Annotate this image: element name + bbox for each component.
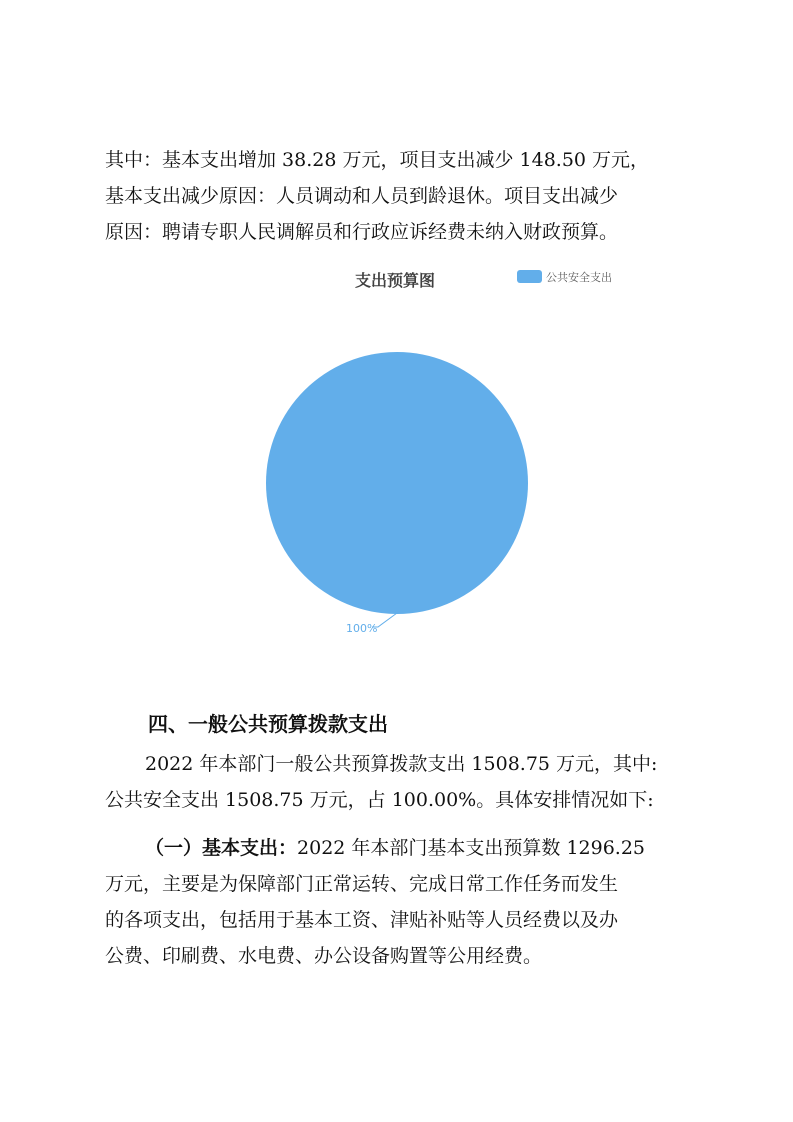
data-label-100: 100% bbox=[346, 622, 378, 635]
pie-slices bbox=[266, 352, 528, 614]
p2-line-2: 万元，主要是为保障部门正常运转、完成日常工作任务而发生 bbox=[105, 873, 619, 895]
sub1-first-rest: 2022 年本部门基本支出预算数 1296.25 bbox=[297, 837, 646, 859]
pie-slice-1 bbox=[266, 352, 528, 614]
intro-line-3: 原因：聘请专职人民调解员和行政应诉经费未纳入财政预算。 bbox=[105, 221, 619, 243]
intro-line-2: 基本支出减少原因：人员调动和人员到龄退休。项目支出减少 bbox=[105, 185, 619, 207]
legend-swatch bbox=[517, 270, 542, 283]
section-paragraph-1 bbox=[105, 746, 690, 818]
section-heading: 四、一般公共预算拨款支出 bbox=[148, 712, 388, 736]
pie-chart bbox=[250, 262, 630, 642]
section-paragraph-2 bbox=[105, 830, 690, 974]
sub1-label: （一）基本支出： bbox=[145, 837, 298, 859]
chart-title: 支出预算图 bbox=[354, 271, 436, 290]
p2-line-4: 公费、印刷费、水电费、办公设备购置等公用经费。 bbox=[105, 945, 543, 967]
p1-line-2: 公共安全支出 1508.75 万元，占 100.00%。具体安排情况如下: bbox=[105, 789, 654, 811]
p2-line-3: 的各项支出，包括用于基本工资、津贴补贴等人员经费以及办 bbox=[105, 909, 619, 931]
legend-label: 公共安全支出 bbox=[546, 271, 612, 284]
intro-line-1: 其中：基本支出增加 38.28 万元，项目支出减少 148.50 万元， bbox=[105, 149, 650, 171]
intro-paragraph bbox=[105, 142, 690, 250]
p1-line-1: 2022 年本部门一般公共预算拨款支出 1508.75 万元，其中: bbox=[145, 753, 658, 775]
p2-line-1 bbox=[105, 830, 690, 866]
